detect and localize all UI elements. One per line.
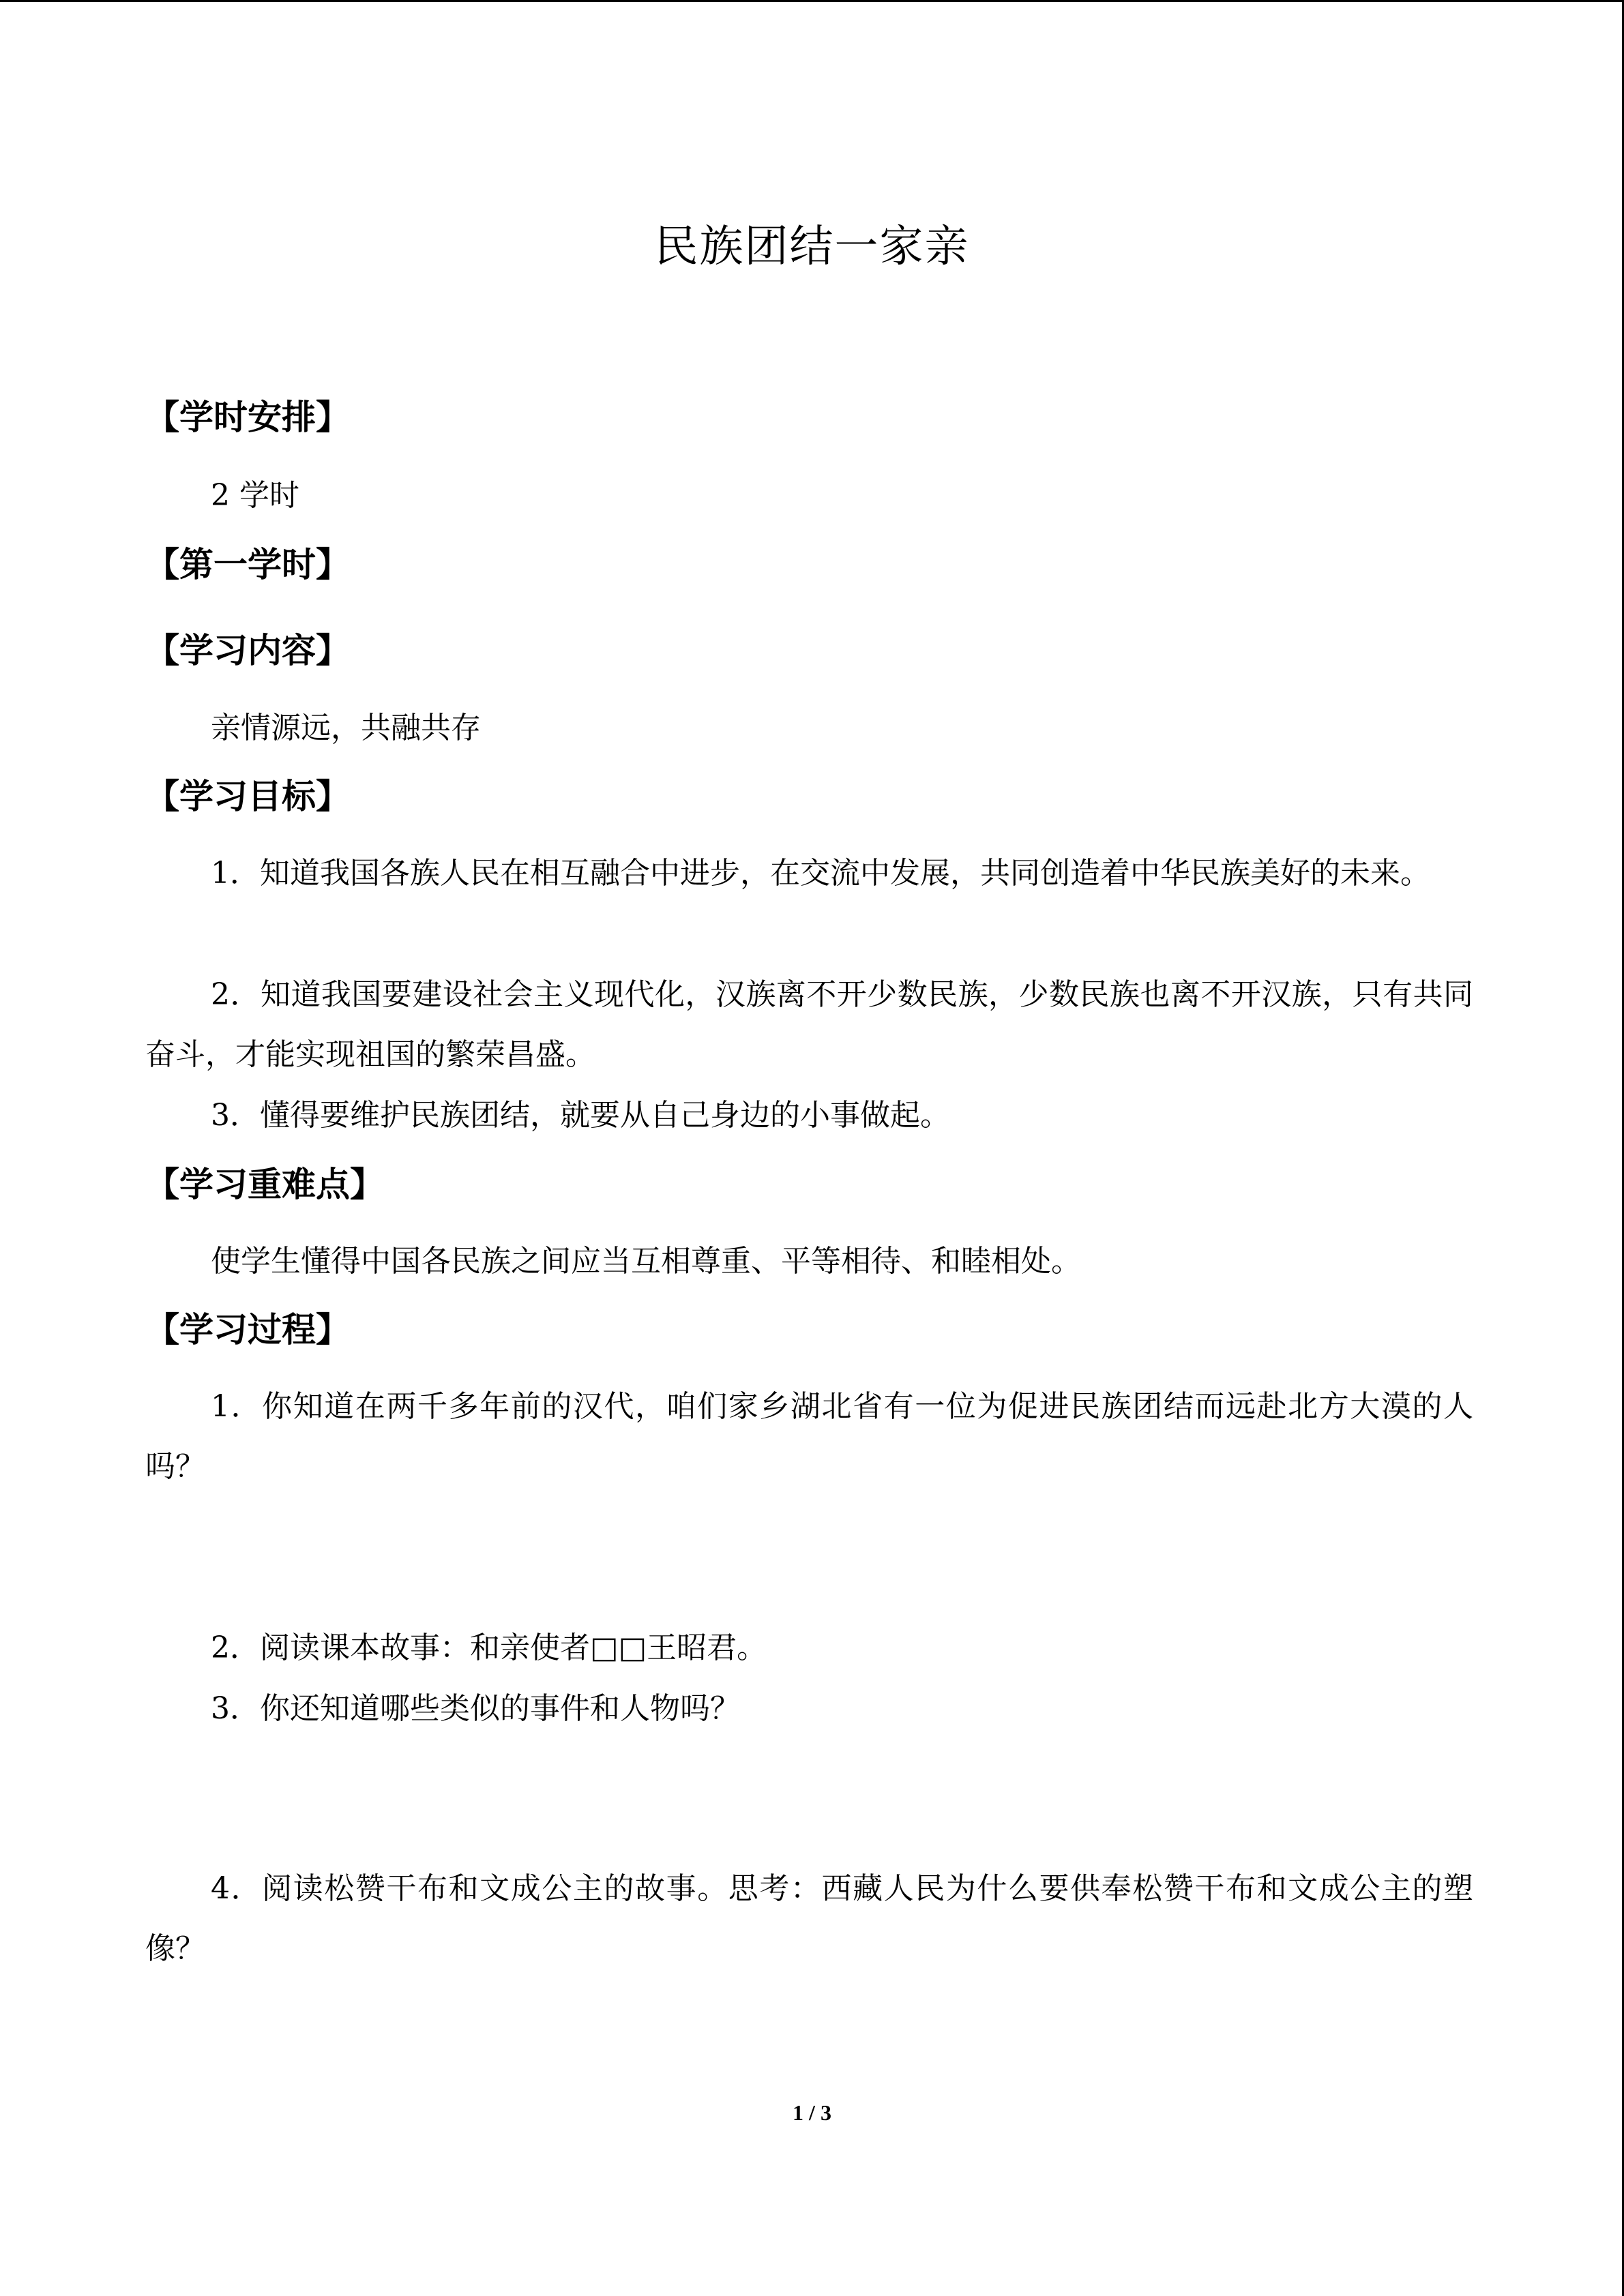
process-item-2: 2．阅读课本故事：和亲使者□□王昭君。 (211, 1630, 767, 1665)
goal-item-1: 1．知道我国各族人民在相互融合中进步，在交流中发展，共同创造着中华民族美好的未来。 (211, 856, 1430, 891)
page-border-top (0, 0, 1624, 2)
page-title: 民族团结一家亲 (654, 222, 970, 272)
section-heading-goals: 【学习目标】 (145, 777, 350, 816)
section-heading-key-points: 【学习重难点】 (145, 1165, 384, 1204)
goal-item-2: 2．知道我国要建设社会主义现代化，汉族离不开少数民族，少数民族也离不开汉族，只有共同奋斗，才能实现祖国的繁荣昌盛。 (145, 977, 1473, 1072)
page-number: 1 / 3 (793, 2100, 831, 2125)
key-points-text: 使学生懂得中国各民族之间应当互相尊重、平等相待、和睦相处。 (211, 1244, 1081, 1279)
section-heading-first-period: 【第一学时】 (145, 545, 350, 584)
section-heading-schedule: 【学时安排】 (145, 398, 350, 437)
section-heading-content: 【学习内容】 (145, 631, 350, 670)
section-heading-process: 【学习过程】 (145, 1310, 350, 1350)
schedule-text: 2 学时 (211, 478, 299, 513)
process-item-3: 3．你还知道哪些类似的事件和人物吗？ (211, 1691, 740, 1726)
process-item-1: 1．你知道在两千多年前的汉代，咱们家乡湖北省有一位为促进民族团结而远赴北方大漠的人吗？ (145, 1389, 1473, 1484)
content-text: 亲情源远，共融共存 (211, 711, 481, 745)
goal-item-3: 3．懂得要维护民族团结，就要从自己身边的小事做起。 (211, 1098, 950, 1133)
process-item-4: 4．阅读松赞干布和文成公主的故事。思考：西藏人民为什么要供奉松赞干布和文成公主的塑像？ (145, 1871, 1473, 1966)
